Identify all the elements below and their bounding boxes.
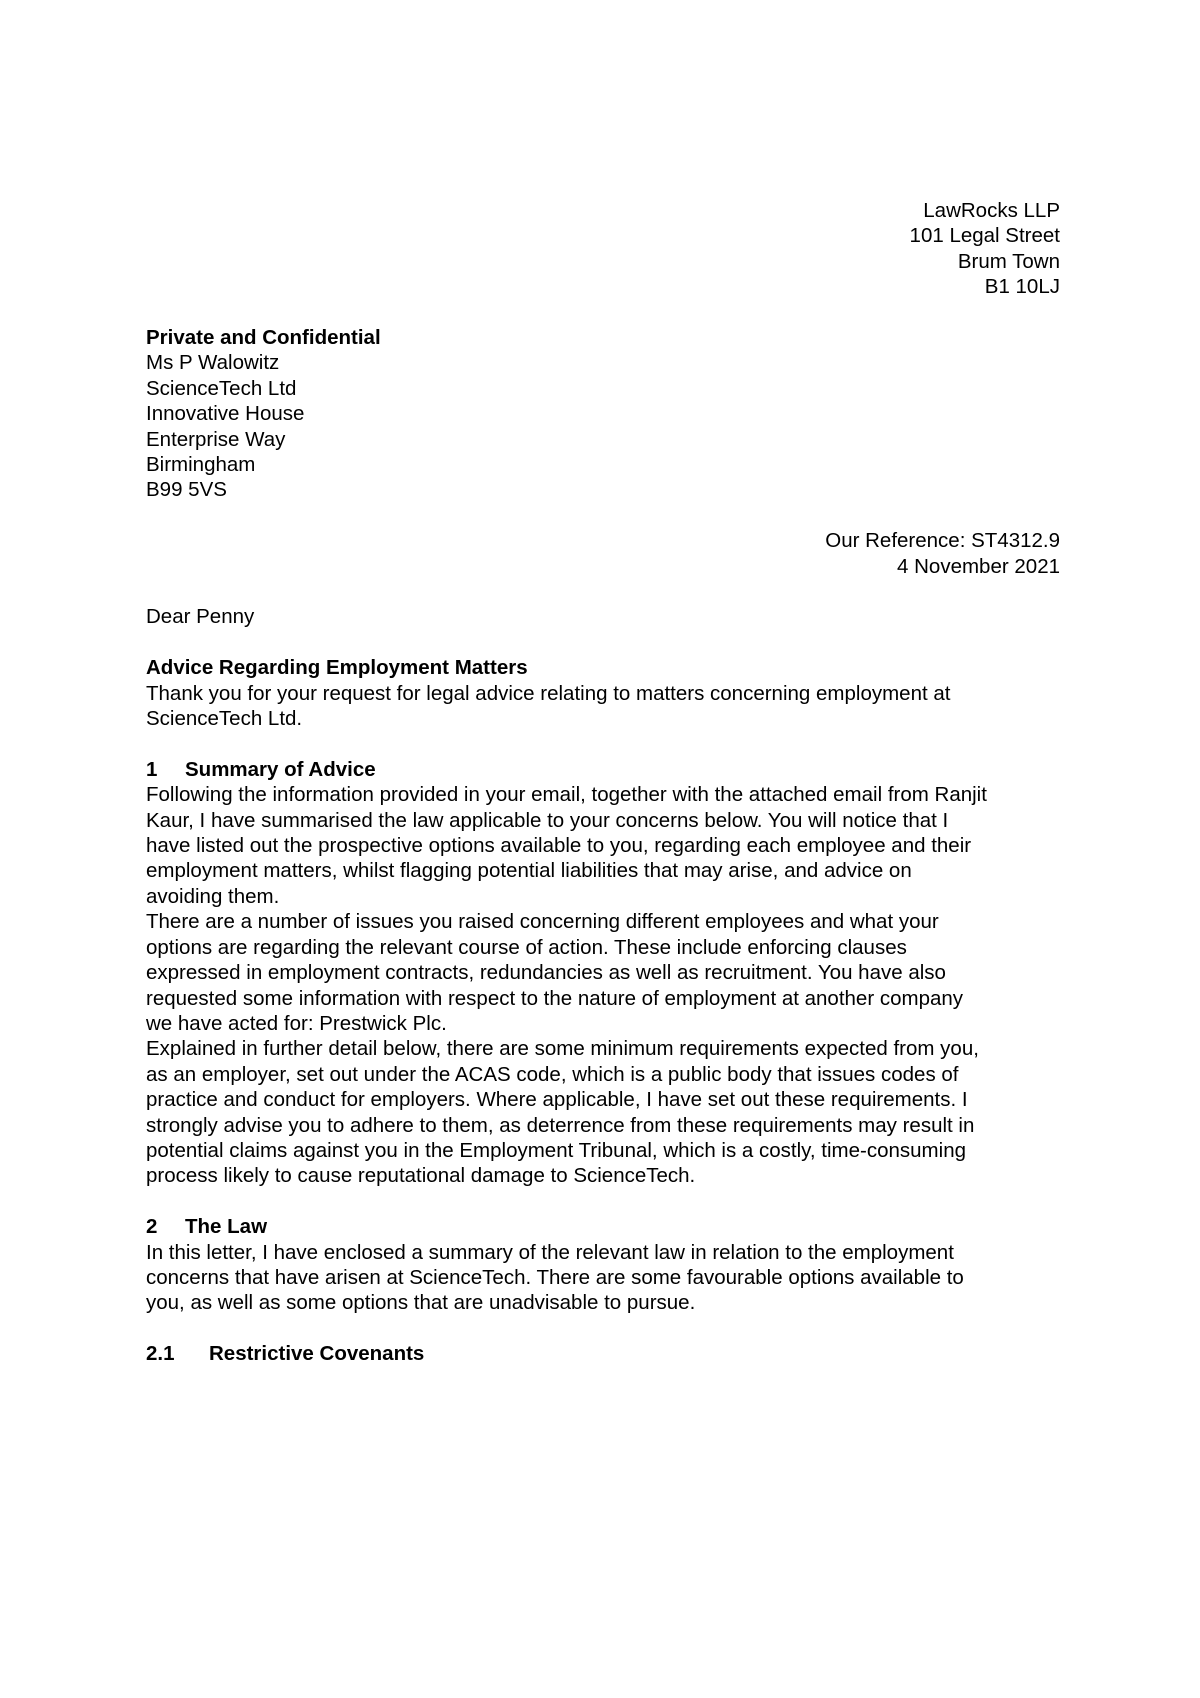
- paragraph-line: have listed out the prospective options available to you, regarding each employee and their: [146, 834, 972, 858]
- sender-address: [146, 198, 1060, 300]
- confidential-marking: Private and Confidential: [146, 326, 381, 350]
- recipient-building: Innovative House: [146, 402, 305, 426]
- summary-paragraph-3: [146, 1036, 1060, 1188]
- paragraph-line: expressed in employment contracts, redundancies as well as recruitment. You have also: [146, 961, 946, 985]
- sender-town: Brum Town: [957, 249, 1060, 273]
- sender-postcode: B1 10LJ: [984, 275, 1060, 299]
- paragraph-line: There are a number of issues you raised concerning different employees and what your: [146, 910, 939, 934]
- recipient-company: ScienceTech Ltd: [146, 376, 297, 400]
- salutation-text: Dear Penny: [146, 605, 255, 629]
- recipient-road: Enterprise Way: [146, 427, 286, 451]
- law-paragraph-1: [146, 1240, 1060, 1316]
- recipient-address: [146, 325, 1060, 503]
- letter-date: 4 November 2021: [897, 554, 1060, 578]
- paragraph-line: employment matters, whilst flagging potential liabilities that may arise, and advice on: [146, 859, 912, 883]
- paragraph-line: as an employer, set out under the ACAS code, which is a public body that issues codes of: [146, 1062, 959, 1086]
- subject-heading: [146, 655, 1060, 680]
- paragraph-line: Following the information provided in your email, together with the attached email from Ranjit: [146, 783, 987, 807]
- section-heading-summary: [146, 757, 1060, 782]
- paragraph-line: requested some information with respect to the nature of employment at another company: [146, 986, 964, 1010]
- sender-street: 101 Legal Street: [909, 224, 1060, 248]
- summary-paragraph-1: [146, 782, 1060, 909]
- section-heading-restrictive-covenants: [146, 1341, 1060, 1366]
- recipient-postcode: B99 5VS: [146, 478, 227, 502]
- paragraph-line: ScienceTech Ltd.: [146, 707, 303, 731]
- paragraph-line: practice and conduct for employers. Where applicable, I have set out these requirements. I: [146, 1088, 968, 1112]
- recipient-city: Birmingham: [146, 453, 256, 477]
- paragraph-line: potential claims against you in the Employment Tribunal, which is a costly, time-consuming: [146, 1138, 966, 1162]
- section-number: 2.1: [146, 1342, 175, 1366]
- section-title: Summary of Advice: [185, 757, 376, 781]
- paragraph-line: we have acted for: Prestwick Plc.: [146, 1011, 447, 1035]
- section-title: The Law: [185, 1215, 268, 1239]
- salutation: [146, 604, 1060, 629]
- summary-paragraph-2: [146, 909, 1060, 1036]
- recipient-name: Ms P Walowitz: [146, 351, 280, 375]
- paragraph-line: options are regarding the relevant course of action. These include enforcing clauses: [146, 935, 907, 959]
- letter-page: [146, 198, 1060, 1367]
- paragraph-line: Thank you for your request for legal advice relating to matters concerning employment at: [146, 681, 951, 705]
- section-number: 2: [146, 1215, 158, 1239]
- section-heading-the-law: [146, 1214, 1060, 1239]
- section-number: 1: [146, 757, 158, 781]
- paragraph-line: In this letter, I have enclosed a summary of the relevant law in relation to the employment: [146, 1240, 954, 1264]
- intro-paragraph: [146, 681, 1060, 732]
- paragraph-line: avoiding them.: [146, 884, 280, 908]
- paragraph-line: strongly advise you to adhere to them, as deterrence from these requirements may result in: [146, 1113, 975, 1137]
- section-title: Restrictive Covenants: [209, 1342, 425, 1366]
- paragraph-line: concerns that have arisen at ScienceTech. There are some favourable options available to: [146, 1265, 964, 1289]
- paragraph-line: you, as well as some options that are unadvisable to pursue.: [146, 1291, 696, 1315]
- paragraph-line: process likely to cause reputational damage to ScienceTech.: [146, 1164, 696, 1188]
- paragraph-line: Explained in further detail below, there are some minimum requirements expected from you,: [146, 1037, 979, 1061]
- reference-block: [146, 528, 1060, 579]
- paragraph-line: Kaur, I have summarised the law applicable to your concerns below. You will notice that I: [146, 808, 949, 832]
- reference-number: Our Reference: ST4312.9: [825, 529, 1060, 553]
- sender-name: LawRocks LLP: [923, 199, 1060, 222]
- subject-text: Advice Regarding Employment Matters: [146, 656, 528, 680]
